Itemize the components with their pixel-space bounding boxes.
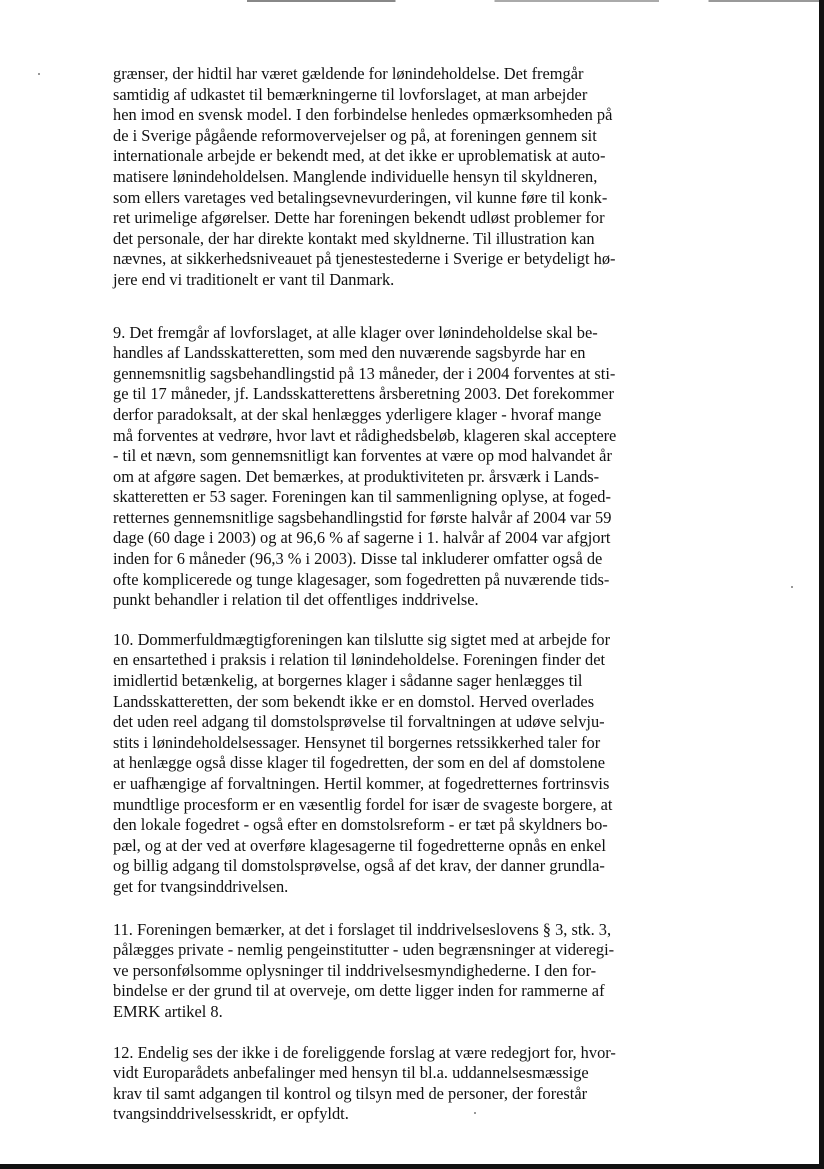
text-line: ofte komplicerede og tunge klagesager, som fogedretten på nuværende tids- xyxy=(113,569,610,589)
text-line: jere end vi traditionelt er vant til Danmark. xyxy=(113,269,395,289)
text-line: get for tvangsinddrivelsen. xyxy=(113,876,289,896)
document-body xyxy=(113,64,633,1125)
text-line: nævnes, at sikkerhedsniveauet på tjenestestederne i Sverige er betydeligt hø- xyxy=(113,249,616,269)
scan-edge-bottom xyxy=(0,1164,824,1169)
scan-speck xyxy=(791,586,793,588)
text-line: som ellers varetages ved betalingsevnevurderingen, vil kunne føre til konk- xyxy=(113,187,608,207)
text-line: gennemsnitlig sagsbehandlingstid på 13 måneder, der i 2004 forventes at sti- xyxy=(113,363,616,383)
scan-edge-top xyxy=(0,0,824,2)
paragraph-11 xyxy=(113,920,633,1023)
text-line: imidlertid betænkelig, at borgernes klager i sådanne sager henlægges til xyxy=(113,671,583,691)
text-line: Landsskatteretten, der som bekendt ikke er en domstol. Herved overlades xyxy=(113,691,595,711)
text-line: krav til samt adgangen til kontrol og tilsyn med de personer, der forestår xyxy=(113,1083,588,1103)
scan-speck xyxy=(38,73,40,75)
text-line: at henlægge også disse klager til fogedretten, der som en del af domstolene xyxy=(113,753,606,773)
text-line: tvangsinddrivelsesskridt, er opfyldt. xyxy=(113,1104,349,1124)
text-line: dage (60 dage i 2003) og at 96,6 % af sagerne i 1. halvår af 2004 var afgjort xyxy=(113,528,611,548)
text-line: må forventes at vedrøre, hvor lavt et rådighedsbeløb, klageren skal acceptere xyxy=(113,425,617,445)
text-line: og billig adgang til domstolsprøvelse, også af det krav, der danner grundla- xyxy=(113,856,605,876)
text-line: mundtlige procesform er en væsentlig fordel for især de svageste borgere, at xyxy=(113,794,613,814)
text-line: den lokale fogedret - også efter en domstolsreform - er tæt på skyldners bo- xyxy=(113,815,608,835)
text-line: - til et nævn, som gennemsnitligt kan forventes at være op mod halvandet år xyxy=(113,446,612,466)
text-line: er uafhængige af forvaltningen. Hertil kommer, at fogedretternes fortrinsvis xyxy=(113,774,610,793)
text-line: hen imod en svensk model. I den forbindelse henledes opmærksomheden på xyxy=(113,105,613,125)
text-line: de i Sverige pågående reformovervejelser og på, at foreningen gennem sit xyxy=(113,125,597,145)
scan-edge-right xyxy=(819,0,824,1169)
text-line: 12. Endelig ses der ikke i de foreliggende forslag at være redegjort for, hvor- xyxy=(113,1042,616,1062)
text-line: EMRK artikel 8. xyxy=(113,1001,223,1021)
text-line: grænser, der hidtil har været gældende for lønindeholdelse. Det fremgår xyxy=(113,64,584,83)
paragraph-10 xyxy=(113,630,633,898)
text-line: derfor paradoksalt, at der skal henlægges yderligere klager - hvoraf mange xyxy=(113,404,602,424)
paragraph-9 xyxy=(113,323,633,611)
paragraph-continuation xyxy=(113,64,633,291)
text-line: pæl, og at der ved at overføre klagesagerne til fogedretterne opnås en enkel xyxy=(113,835,606,855)
text-line: inden for 6 måneder (96,3 % i 2003). Disse tal inkluderer omfatter også de xyxy=(113,549,603,569)
text-line: 10. Dommerfuldmægtigforeningen kan tilslutte sig sigtet med at arbejde for xyxy=(113,629,611,649)
text-line: 11. Foreningen bemærker, at det i forslaget til inddrivelseslovens § 3, stk. 3, xyxy=(113,919,612,939)
text-line: det uden reel adgang til domstolsprøvelse til forvaltningen at udøve selvju- xyxy=(113,712,605,732)
text-line: en ensartethed i praksis i relation til lønindeholdelse. Foreningen finder det xyxy=(113,650,606,670)
text-line: skatteretten er 53 sager. Foreningen kan til sammenligning oplyse, at foged- xyxy=(113,487,611,507)
text-line: handles af Landsskatteretten, som med den nuværende sagsbyrde har en xyxy=(113,343,586,363)
text-line: retternes gennemsnitlige sagsbehandlingstid for første halvår af 2004 var 59 xyxy=(113,507,612,527)
text-line: ve personfølsomme oplysninger til inddrivelsesmyndighederne. I den for- xyxy=(113,960,597,980)
text-line: om at afgøre sagen. Det bemærkes, at produktiviteten pr. årsværk i Lands- xyxy=(113,466,600,486)
text-line: bindelse er der grund til at overveje, om dette ligger inden for rammerne af xyxy=(113,981,605,1001)
paragraph-12 xyxy=(113,1043,633,1125)
text-line: samtidig af udkastet til bemærkningerne til lovforslaget, at man arbejder xyxy=(113,84,588,104)
text-line: internationale arbejde er bekendt med, at det ikke er uproblematisk at auto- xyxy=(113,146,606,166)
text-line: vidt Europarådets anbefalinger med hensyn til bl.a. uddannelsesmæssige xyxy=(113,1063,589,1083)
text-line: det personale, der har direkte kontakt med skyldnerne. Til illustration kan xyxy=(113,228,595,248)
text-line: punkt behandler i relation til det offentliges inddrivelse. xyxy=(113,590,479,610)
text-line: 9. Det fremgår af lovforslaget, at alle klager over lønindeholdelse skal be- xyxy=(113,322,598,342)
text-line: ge til 17 måneder, jf. Landsskatterettens årsberetning 2003. Det forekommer xyxy=(113,384,614,404)
text-line: stits i lønindeholdelsessager. Hensynet til borgernes retssikkerhed taler for xyxy=(113,732,601,752)
text-line: ret urimelige afgørelser. Dette har foreningen bekendt udløst problemer for xyxy=(113,208,605,228)
text-line: pålægges private - nemlig pengeinstitutter - uden begrænsninger at videregi- xyxy=(113,940,615,960)
text-line: matisere lønindeholdelsen. Manglende individuelle hensyn til skyldneren, xyxy=(113,166,598,186)
